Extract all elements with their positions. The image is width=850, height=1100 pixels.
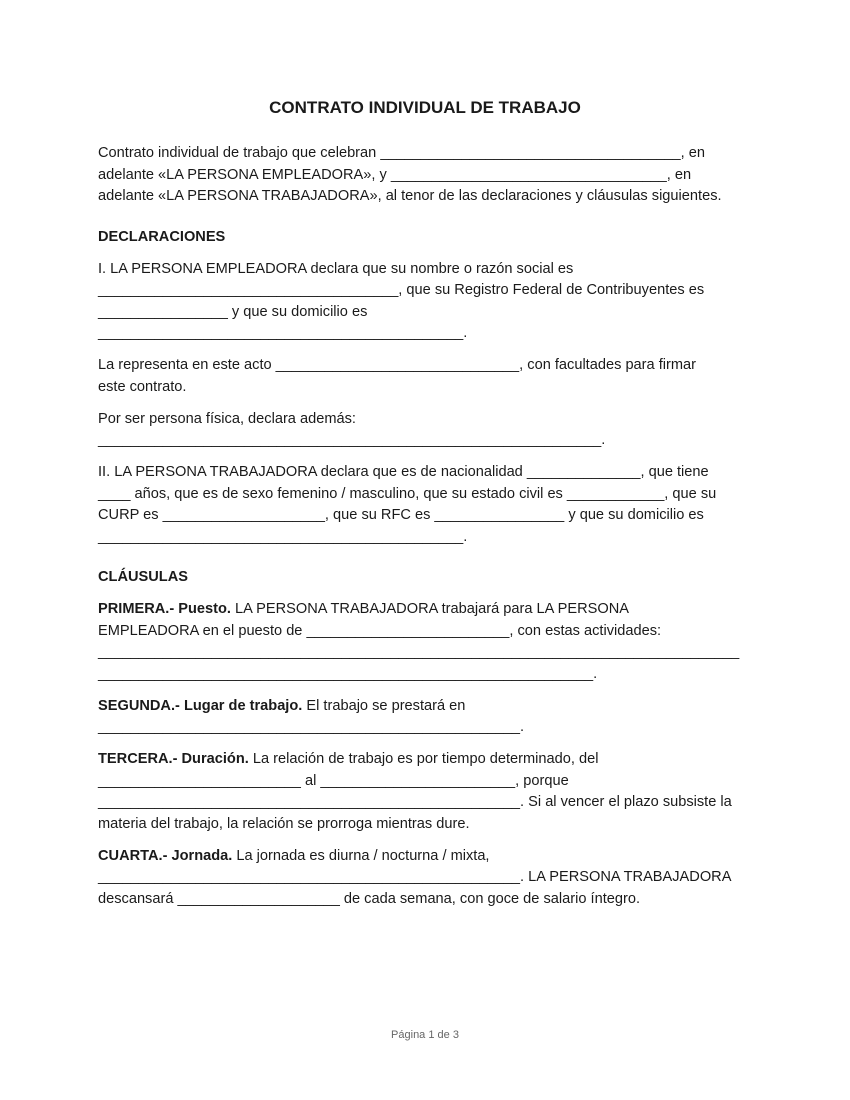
text-line: _______________________________________________________________________________ (98, 644, 740, 660)
text-line: Contrato individual de trabajo que celebran _____________________________________, en (98, 145, 705, 161)
declaraciones-heading: DECLARACIONES (98, 228, 226, 245)
clausula-label: TERCERA.- Duración. (98, 751, 249, 767)
text-line: _________________________ al ________________________, porque (98, 772, 569, 789)
clausula-label: CUARTA.- Jornada. (98, 847, 233, 864)
text-line: materia del trabajo, la relación se prorroga mientras dure. (98, 815, 470, 832)
text-line: ________________ y que su domicilio es (98, 303, 368, 320)
clausula-text: El trabajo se prestará en (302, 697, 466, 714)
text-line (98, 846, 758, 868)
page-number: Página 1 de 3 (391, 1029, 459, 1041)
text-line: ____________________________________________________. Si al vencer el plazo subsiste la (98, 794, 732, 810)
text-line (98, 599, 758, 621)
text-line: _____________________________________________. (98, 325, 468, 341)
clausulas-heading: CLÁUSULAS (98, 569, 188, 585)
text-line: ______________________________________________________________. (98, 432, 606, 448)
text-line: I. LA PERSONA EMPLEADORA declara que su nombre o razón social es (98, 260, 574, 277)
document-body (98, 143, 758, 910)
clausula-cuarta (98, 846, 758, 911)
document-title: CONTRATO INDIVIDUAL DE TRABAJO (269, 98, 581, 117)
text-line: _____________________________________, que su Registro Federal de Contribuyentes es (98, 282, 705, 298)
text-line: adelante «LA PERSONA TRABAJADORA», al tenor de las declaraciones y cláusulas siguientes. (98, 188, 722, 204)
text-line: EMPLEADORA en el puesto de _________________________, con estas actividades: (98, 622, 662, 639)
text-line (98, 749, 758, 771)
clausula-tercera (98, 749, 758, 835)
text-line (98, 696, 758, 718)
text-line: adelante «LA PERSONA EMPLEADORA», y __________________________________, en (98, 166, 692, 183)
text-line: ____________________________________________________. (98, 719, 525, 735)
text-line: II. LA PERSONA TRABAJADORA declara que es de nacionalidad ______________, que tiene (98, 464, 709, 480)
clausula-text: La jornada es diurna / nocturna / mixta, (232, 847, 490, 864)
clausula-primera (98, 599, 758, 685)
intro-paragraph (98, 143, 758, 208)
declaracion-representante (98, 355, 758, 398)
clausula-text: La relación de trabajo es por tiempo determinado, del (248, 751, 599, 767)
declaracion-empleadora (98, 259, 758, 345)
clausula-segunda (98, 696, 758, 739)
text-line: descansará ____________________ de cada semana, con goce de salario íntegro. (98, 890, 641, 907)
declaracion-trabajadora (98, 462, 758, 548)
text-line: _____________________________________________. (98, 528, 468, 545)
text-line: este contrato. (98, 378, 187, 395)
text-line: ____________________________________________________. LA PERSONA TRABAJADORA (98, 869, 732, 885)
clausula-label: SEGUNDA.- Lugar de trabajo. (98, 697, 303, 714)
text-line: _____________________________________________________________. (98, 665, 598, 682)
text-line: La representa en este acto ______________________________, con facultades para firmar (98, 357, 696, 373)
text-line: ____ años, que es de sexo femenino / masculino, que su estado civil es ____________, que su (98, 485, 717, 502)
clausula-label: PRIMERA.- Puesto. (98, 601, 231, 617)
clausula-text: LA PERSONA TRABAJADORA trabajará para LA PERSONA (230, 601, 629, 617)
text-line: Por ser persona física, declara además: (98, 410, 356, 427)
declaracion-persona-fisica (98, 409, 758, 452)
text-line: CURP es ____________________, que su RFC es ________________ y que su domicilio es (98, 507, 704, 523)
